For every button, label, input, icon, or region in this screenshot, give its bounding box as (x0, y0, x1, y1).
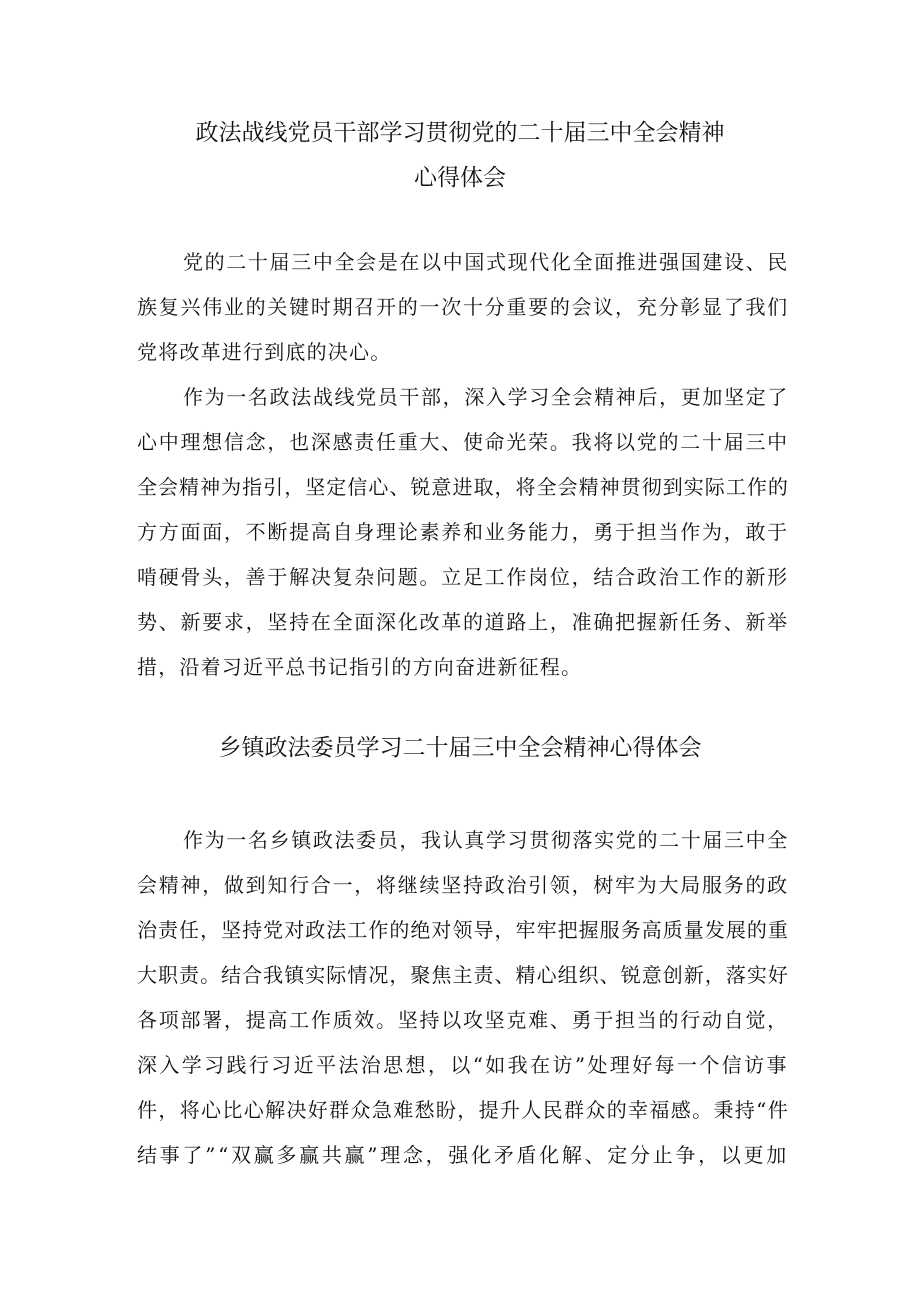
doc1-p1-line: 族复兴伟业的关键时期召开的一次十分重要的会议，充分彰显了我们 (137, 295, 789, 319)
doc1-p1-line: 党将改革进行到底的决心。 (137, 340, 392, 364)
doc2-p1-line: 深入学习践行习近平法治思想，以“如我在访”处理好每一个信访事 (137, 1053, 789, 1077)
doc1-p2-line: 措，沿着习近平总书记指引的方向奋进新征程。 (137, 655, 583, 679)
doc1-p2-line: 心中理想信念，也深感责任重大、使命光荣。我将以党的二十届三中 (137, 430, 789, 454)
doc1-title-line1: 政法战线党员干部学习贯彻党的二十届三中全会精神 (195, 120, 725, 146)
doc1-body (137, 240, 789, 690)
doc2-title: 乡镇政法委员学习二十届三中全会精神心得体会 (218, 735, 702, 761)
doc1-p2-line: 作为一名政法战线党员干部，深入学习全会精神后，更加坚定了 (183, 385, 789, 409)
doc1-p2-line: 方方面面，不断提高自身理论素养和业务能力，勇于担当作为，敢于 (137, 520, 789, 544)
doc2-p1-line: 大职责。结合我镇实际情况，聚焦主责、精心组织、锐意创新，落实好 (137, 963, 789, 987)
doc2-p1-line: 结事了”“双赢多赢共赢”理念，强化矛盾化解、定分止争，以更加 (137, 1143, 789, 1167)
doc1-p2-line: 全会精神为指引，坚定信心、锐意进取，将全会精神贯彻到实际工作的 (137, 475, 789, 499)
doc1-title-line2: 心得体会 (414, 165, 506, 191)
doc2-p1-line: 件，将心比心解决好群众急难愁盼，提升人民群众的幸福感。秉持“件 (137, 1098, 790, 1122)
doc2-p1-line: 作为一名乡镇政法委员，我认真学习贯彻落实党的二十届三中全 (183, 828, 789, 852)
doc2-p1-line: 各项部署，提高工作质效。坚持以攻坚克难、勇于担当的行动自觉， (137, 1008, 789, 1032)
doc2-body (137, 818, 789, 1178)
doc1-p1-line: 党的二十届三中全会是在以中国式现代化全面推进强国建设、民 (183, 250, 789, 274)
doc2-p1-line: 会精神，做到知行合一，将继续坚持政治引领，树牢为大局服务的政 (137, 873, 789, 897)
doc2-p1-line: 治责任，坚持党对政法工作的绝对领导，牢牢把握服务高质量发展的重 (137, 918, 789, 942)
doc1-p2-line: 势、新要求，坚持在全面深化改革的道路上，准确把握新任务、新举 (137, 610, 789, 634)
doc1-p2-line: 啃硬骨头，善于解决复杂问题。立足工作岗位，结合政治工作的新形 (137, 565, 789, 589)
